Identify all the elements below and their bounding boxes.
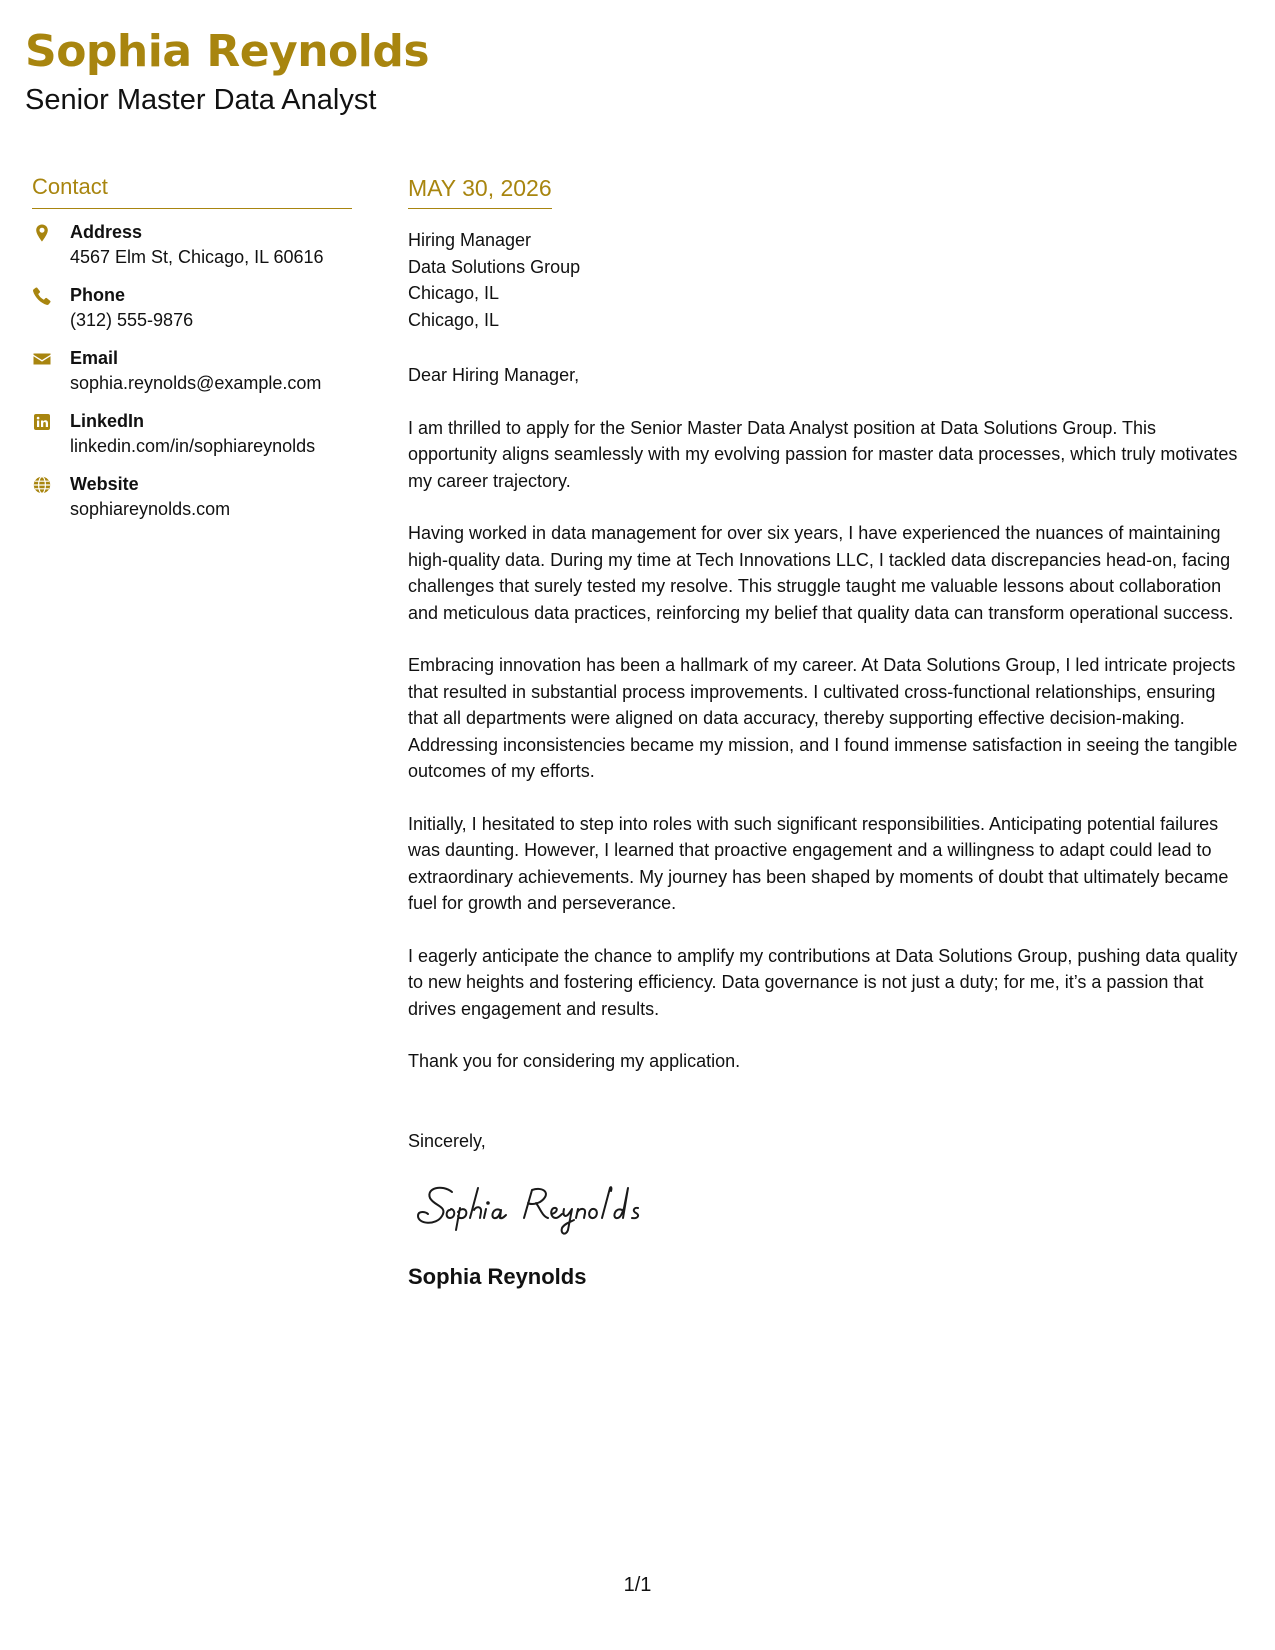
recipient-line: Data Solutions Group xyxy=(408,256,581,277)
contact-label: Address xyxy=(70,222,143,242)
applicant-name: Sophia Reynolds xyxy=(25,26,430,77)
phone-icon xyxy=(32,286,54,308)
linkedin-icon xyxy=(32,412,54,434)
contact-email xyxy=(32,346,352,409)
body-paragraph: Embracing innovation has been a hallmark of my career. At Data Solutions Group, I led intricate projects that resulted in substantial process improvements. I cultivated cross-functional relationships, ensuring that all departments were aligned on data accuracy, thereby supporting effective decision-making. Addressing inconsistencies became my mission, and I found immense satisfaction in seeing the tangible outcomes of my efforts. xyxy=(408,655,1238,781)
address-value: 4567 Elm St, Chicago, IL 60616 xyxy=(70,247,324,267)
linkedin-value[interactable]: linkedin.com/in/sophiareynolds xyxy=(70,436,316,456)
body-paragraph: I am thrilled to apply for the Senior Master Data Analyst position at Data Solutions Group. This opportunity aligns seamlessly with my evolving passion for master data processes, which truly motivates my career trajectory. xyxy=(408,417,1238,491)
contact-label: Phone xyxy=(70,285,126,305)
salutation: Dear Hiring Manager, xyxy=(408,365,580,385)
contact-list xyxy=(32,220,352,535)
recipient-line: Hiring Manager xyxy=(408,230,532,250)
closing: Sincerely, xyxy=(408,1130,486,1151)
envelope-icon xyxy=(32,349,54,371)
contact-label: Website xyxy=(70,474,139,494)
body-paragraph: Having worked in data management for over six years, I have experienced the nuances of maintaining high-quality data. During my time at Tech Innovations LLC, I tackled data discrepancies head-on, facing challenges that surely tested my resolve. This struggle taught me valuable lessons about collaboration and meticulous data practices, reinforcing my belief that quality data can transform operational success. xyxy=(408,523,1234,623)
contact-linkedin xyxy=(32,409,352,472)
applicant-title: Senior Master Data Analyst xyxy=(25,84,377,116)
recipient-line: Chicago, IL xyxy=(408,283,500,303)
body-paragraph: I eagerly anticipate the chance to amplify my contributions at Data Solutions Group, pushing data quality to new heights and fostering efficiency. Data governance is not just a duty; for me, it’s a passion that drives engagement and results. xyxy=(408,945,1238,1019)
globe-icon xyxy=(32,475,54,497)
contact-phone xyxy=(32,283,352,346)
contact-address xyxy=(32,220,352,283)
body-paragraph: Initially, I hesitated to step into roles with such significant responsibilities. Anticipating potential failures was daunting. However, I learned that proactive engagement and a willingness to adapt could lead to extraordinary achievements. My journey has been shaped by moments of doubt that ultimately became fuel for growth and perseverance. xyxy=(408,813,1229,913)
page-number: 1/1 xyxy=(623,1574,652,1596)
contact-website xyxy=(32,472,352,535)
contact-label: LinkedIn xyxy=(70,411,145,431)
map-pin-icon xyxy=(32,223,54,245)
contact-label: Email xyxy=(70,348,119,368)
handwritten-signature xyxy=(412,1174,672,1244)
recipient-block xyxy=(408,227,1238,333)
letter-body xyxy=(408,172,1238,1292)
letter-date: MAY 30, 2026 xyxy=(408,172,552,209)
body-paragraph: Thank you for considering my application. xyxy=(408,1051,741,1071)
email-value[interactable]: sophia.reynolds@example.com xyxy=(70,373,322,393)
contact-heading: Contact xyxy=(32,172,352,209)
contact-sidebar xyxy=(32,172,352,535)
recipient-line: Chicago, IL xyxy=(408,309,500,330)
signer-name: Sophia Reynolds xyxy=(408,1264,587,1289)
website-value[interactable]: sophiareynolds.com xyxy=(70,499,231,519)
phone-value: (312) 555-9876 xyxy=(70,310,194,330)
